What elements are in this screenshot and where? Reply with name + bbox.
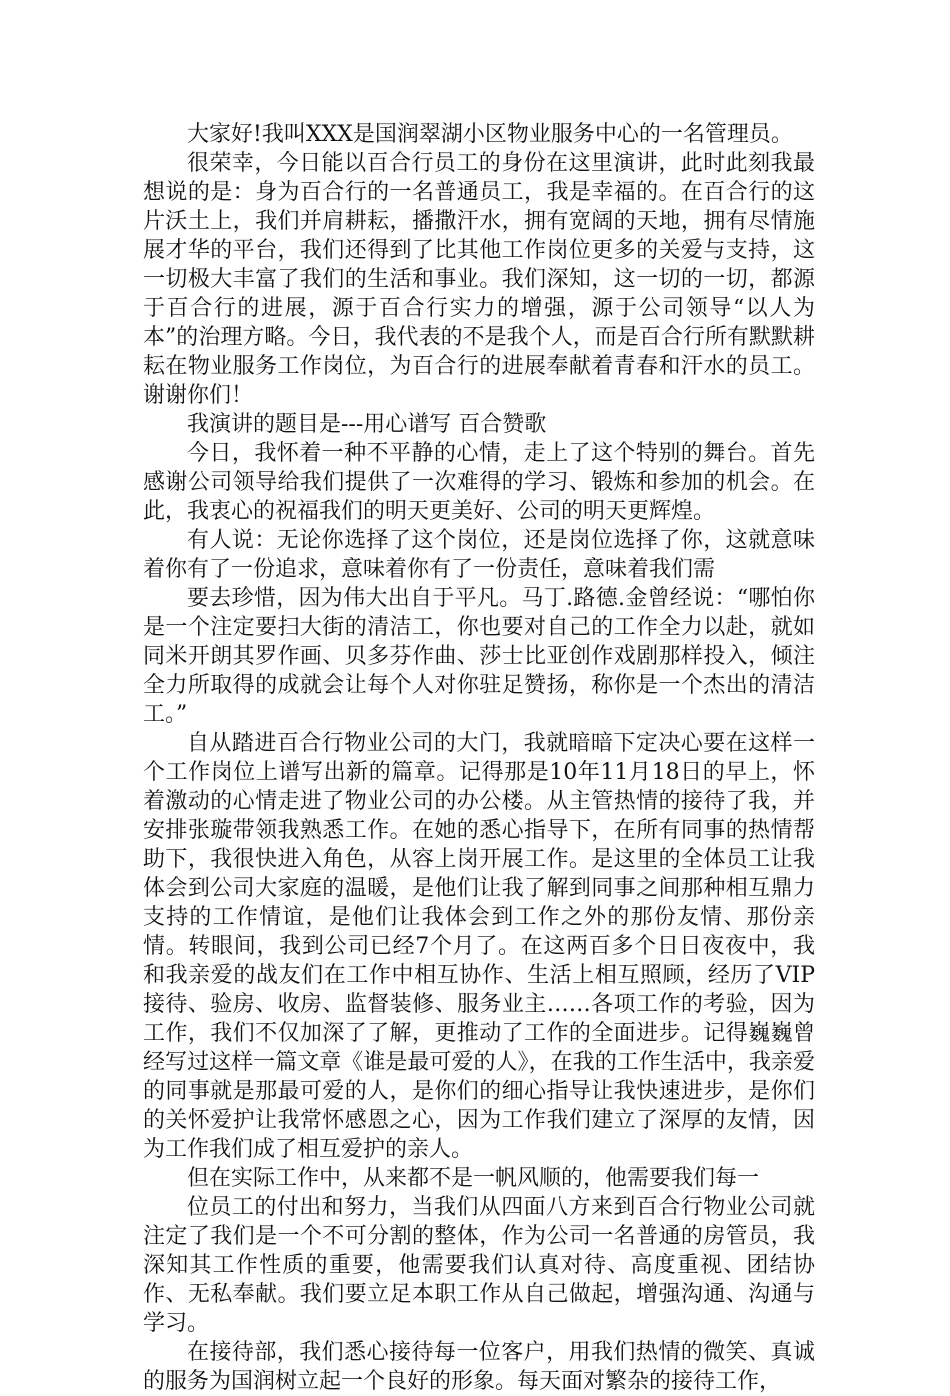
- paragraph-but-in-work: 但在实际工作中，从来都不是一帆风顺的，他需要我们每一: [187, 1166, 760, 1191]
- paragraph-reception: 在接待部，我们悉心接待每一位客户，用我们热情的微笑、真诚的服务为国润树立起一个良好的形象。每天面对繁杂的接待工作，: [143, 1340, 815, 1394]
- paragraph-cherish: 要去珍惜，因为伟大出自于平凡。马丁.路德.金曾经说：“哪怕你是一个注定要扫大街的清洁工，你也要对自己的工作全力以赴，就如同米开朗其罗作画、贝多芬作曲、莎士比亚创作戏剧那样投入，倾注全力所取得的成就会让每个人对你驻足赞扬，称你是一个杰出的清洁工。”: [143, 586, 815, 727]
- paragraph-every-employee: 位员工的付出和努力，当我们从四面八方来到百合行物业公司就注定了我们是一个不可分割的整体，作为公司一名普通的房管员，我深知其工作性质的重要，他需要我们认真对待、高度重视、团结协作、无私奉献。我们要立足本职工作从自己做起，增强沟通、沟通与学习。: [143, 1195, 815, 1336]
- paragraph-someone-said: 有人说：无论你选择了这个岗位，还是岗位选择了你，这就意味着你有了一份追求，意味着你有了一份责任，意味着我们需: [143, 528, 815, 582]
- paragraph-since-joining: 自从踏进百合行物业公司的大门，我就暗暗下定决心要在这样一个工作岗位上谱写出新的篇章。记得那是10年11月18日的早上，怀着激动的心情走进了物业公司的办公楼。从主管热情的接待了我，并安排张璇带领我熟悉工作。在她的悉心指导下，在所有同事的热情帮助下，我很快进入角色，从容上岗开展工作。是这里的全体员工让我体会到公司大家庭的温暖，是他们让我了解到同事之间那种相互鼎力支持的工作情谊，是他们让我体会到工作之外的那份友情、那份亲情。转眼间，我到公司已经7个月了。在这两百多个日日夜夜中，我和我亲爱的战友们在工作中相互协作、生活上相互照顾，经历了VIP接待、验房、收房、监督装修、服务业主……各项工作的考验，因为工作，我们不仅加深了了解，更推动了工作的全面进步。记得巍巍曾经写过这样一篇文章《谁是最可爱的人》，在我的工作生活中，我亲爱的同事就是那最可爱的人，是你们的细心指导让我快速进步，是你们的关怀爱护让我常怀感恩之心，因为工作我们建立了深厚的友情，因为工作我们成了相互爱护的亲人。: [143, 731, 816, 1162]
- paragraph-greeting: 大家好!我叫XXX是国润翠湖小区物业服务中心的一名管理员。: [187, 122, 793, 147]
- paragraph-honor: 很荣幸，今日能以百合行员工的身份在这里演讲，此时此刻我最想说的是：身为百合行的一名普通员工，我是幸福的。在百合行的这片沃土上，我们并肩耕耘，播撒汗水，拥有宽阔的天地，拥有尽情施展才华的平台，我们还得到了比其他工作岗位更多的关爱与支持，这一切极大丰富了我们的生活和事业。我们深知，这一切的一切，都源于百合行的进展，源于百合行实力的增强，源于公司领导“以人为本”的治理方略。今日，我代表的不是我个人，而是百合行所有默默耕耘在物业服务工作岗位，为百合行的进展奉献着青春和汗水的员工。谢谢你们！: [143, 151, 815, 408]
- document-page: [143, 120, 815, 1396]
- paragraph-today: 今日，我怀着一种不平静的心情，走上了这个特别的舞台。首先感谢公司领导给我们提供了一次难得的学习、锻炼和参加的机会。在此，我衷心的祝福我们的明天更美好、公司的明天更辉煌。: [143, 441, 815, 524]
- paragraph-speech-title: 我演讲的题目是---用心谱写 百合赞歌: [187, 412, 547, 437]
